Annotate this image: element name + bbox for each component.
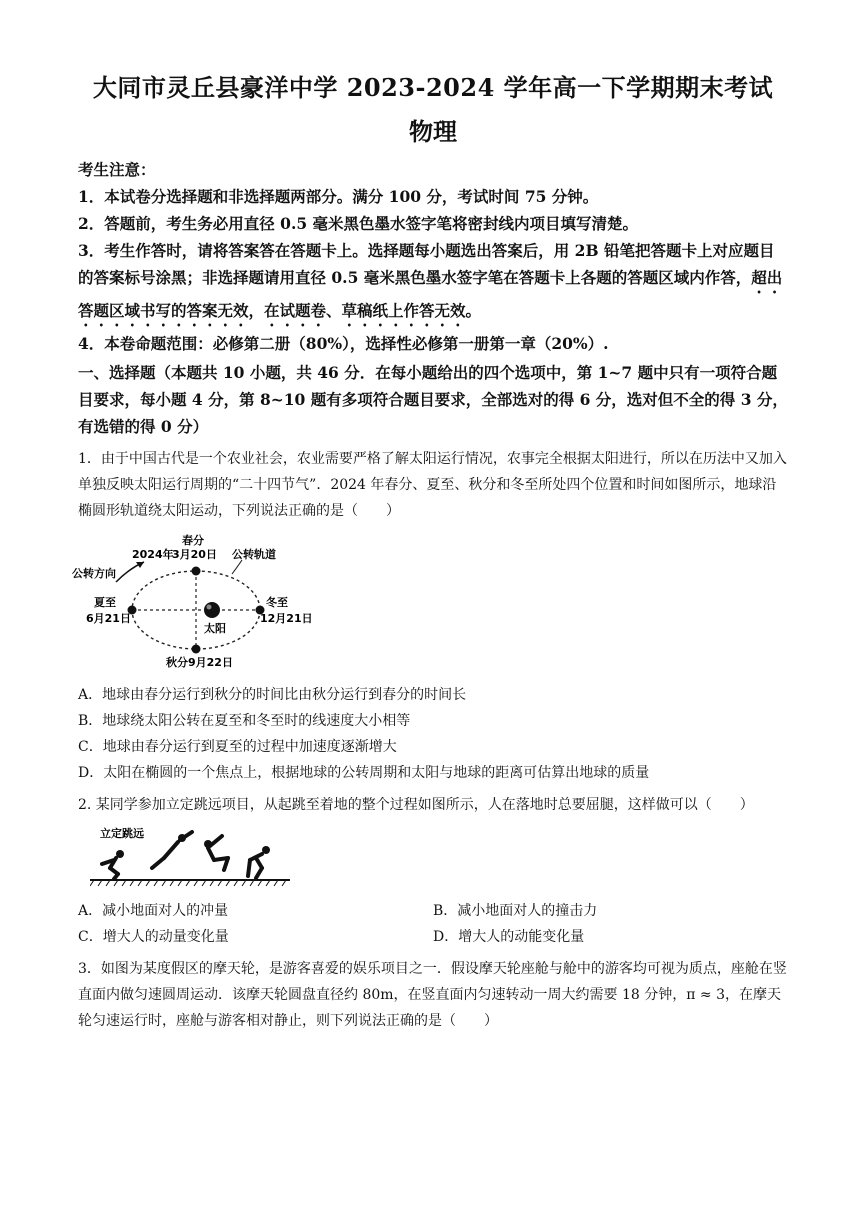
notice-item-3 [78,237,788,330]
sun-highlight [207,605,212,610]
earth-spring-icon [192,567,201,576]
label-autumn: 秋分9月22日 [166,656,233,669]
label-orbit: 公转轨道 [232,548,276,561]
question-2-option-d: D．增大人的动能变化量 [433,929,585,945]
question-1-option-d: D．太阳在椭圆的一个焦点上，根据地球的公转周期和太阳与地球的距离可估算出地球的质量 [78,765,650,781]
exam-title: 大同市灵丘县豪洋中学 2023-2024 学年高一下学期期末考试 [92,73,774,102]
notice-item-2: 2．答题前，考生务必用直径 0.5 毫米黑色墨水签字笔将密封线内项目填写清楚。 [78,214,639,233]
exam-subject: 物理 [409,117,457,146]
notice-item-3-text: 3．考生作答时，请将答案答在答题卡上。选择题每小题选出答案后，用 2B 铅笔把答题卡上对应题目的答案标号涂黑；非选择题请用直径 0.5 毫米黑色墨水签字笔在答题卡上各题的答题区域内作答， [78,241,775,287]
exam-page [72,70,788,1034]
label-long-jump: 立定跳远 [100,827,144,840]
sun-icon [204,602,220,618]
label-spring-date: 3月20日 [172,548,217,561]
label-spring: 春分 [182,534,204,547]
question-3-stem: 3．如图为某度假区的摩天轮，是游客喜爱的娱乐项目之一．假设摩天轮座舱与舱中的游客均可视为质点，座舱在竖直面内做匀速圆周运动．该摩天轮圆盘直径约 80m，在竖直面内匀速转动一周大约需要 18 分钟，π ≈ 3，在摩天轮匀速运行时，座舱与游客相对静止，则下列说法正确的是（ ） [78,961,787,1029]
question-2-option-c: C．增大人的动量变化量 [78,929,229,945]
question-1-stem: 1．由于中国古代是一个农业社会，农业需要严格了解太阳运行情况，农事完全根据太阳进行，所以在历法中又加入单独反映太阳运行周期的“二十四节气”．2024 年春分、夏至、秋分和冬至所处四个位置和时间如图所示，地球沿椭圆形轨道绕太阳运动，下列说法正确的是（ ） [78,451,787,519]
orbit-diagram [72,532,342,672]
notice-item-3-emphasis: 超出答题区域书写的答案无效，在试题卷、草稿纸上作答无效。 [78,268,783,320]
label-year: 2024年 [132,548,174,561]
notice-heading: 考生注意： [78,160,156,179]
jumper-crouch-icon [102,850,124,879]
question-2-stem: 2. 某同学参加立定跳远项目，从起跳至着地的整个过程如图所示，人在落地时总要屈腿，这样做可以（ ） [78,797,754,813]
label-winter-date: 12月21日 [260,612,313,625]
question-1-option-c: C．地球由春分运行到夏至的过程中加速度逐渐增大 [78,739,397,755]
orbit-figure [72,532,788,676]
question-2-option-b: B．减小地面对人的撞击力 [433,903,598,919]
label-summer-date: 6月21日 [86,612,131,625]
jumper-landing-icon [248,846,270,878]
notice-item-1: 1．本试卷分选择题和非选择题两部分。满分 100 分，考试时间 75 分钟。 [78,187,599,206]
question-1-option-b: B．地球绕太阳公转在夏至和冬至时的线速度大小相等 [78,713,411,729]
long-jump-diagram [90,824,290,890]
jumper-flight-icon [152,832,192,868]
label-winter: 冬至 [266,596,288,609]
earth-autumn-icon [192,645,201,654]
label-direction: 公转方向 [72,567,116,580]
jumper-tuck-icon [204,836,228,870]
notice-block [78,156,788,357]
label-summer: 夏至 [94,596,116,609]
orbit-label-leader [232,560,242,574]
label-sun: 太阳 [204,622,226,635]
question-2-options [78,898,788,950]
question-1-option-a: A．地球由春分运行到秋分的时间比由秋分运行到春分的时间长 [78,687,467,703]
section-1-heading: 一、选择题（本题共 10 小题，共 46 分．在每小题给出的四个选项中，第 1~7 题中只有一项符合题目要求，每小题 4 分，第 8~10 题有多项符合题目要求，全部选对的得 6 分，选对但不全的得 3 分，有选错的得 0 分） [78,363,788,436]
question-2-option-a: A．减小地面对人的冲量 [78,903,229,919]
jump-figure [90,824,788,894]
notice-item-4: 4．本卷命题范围：必修第二册（80%），选择性必修第一册第一章（20%）. [78,334,609,353]
